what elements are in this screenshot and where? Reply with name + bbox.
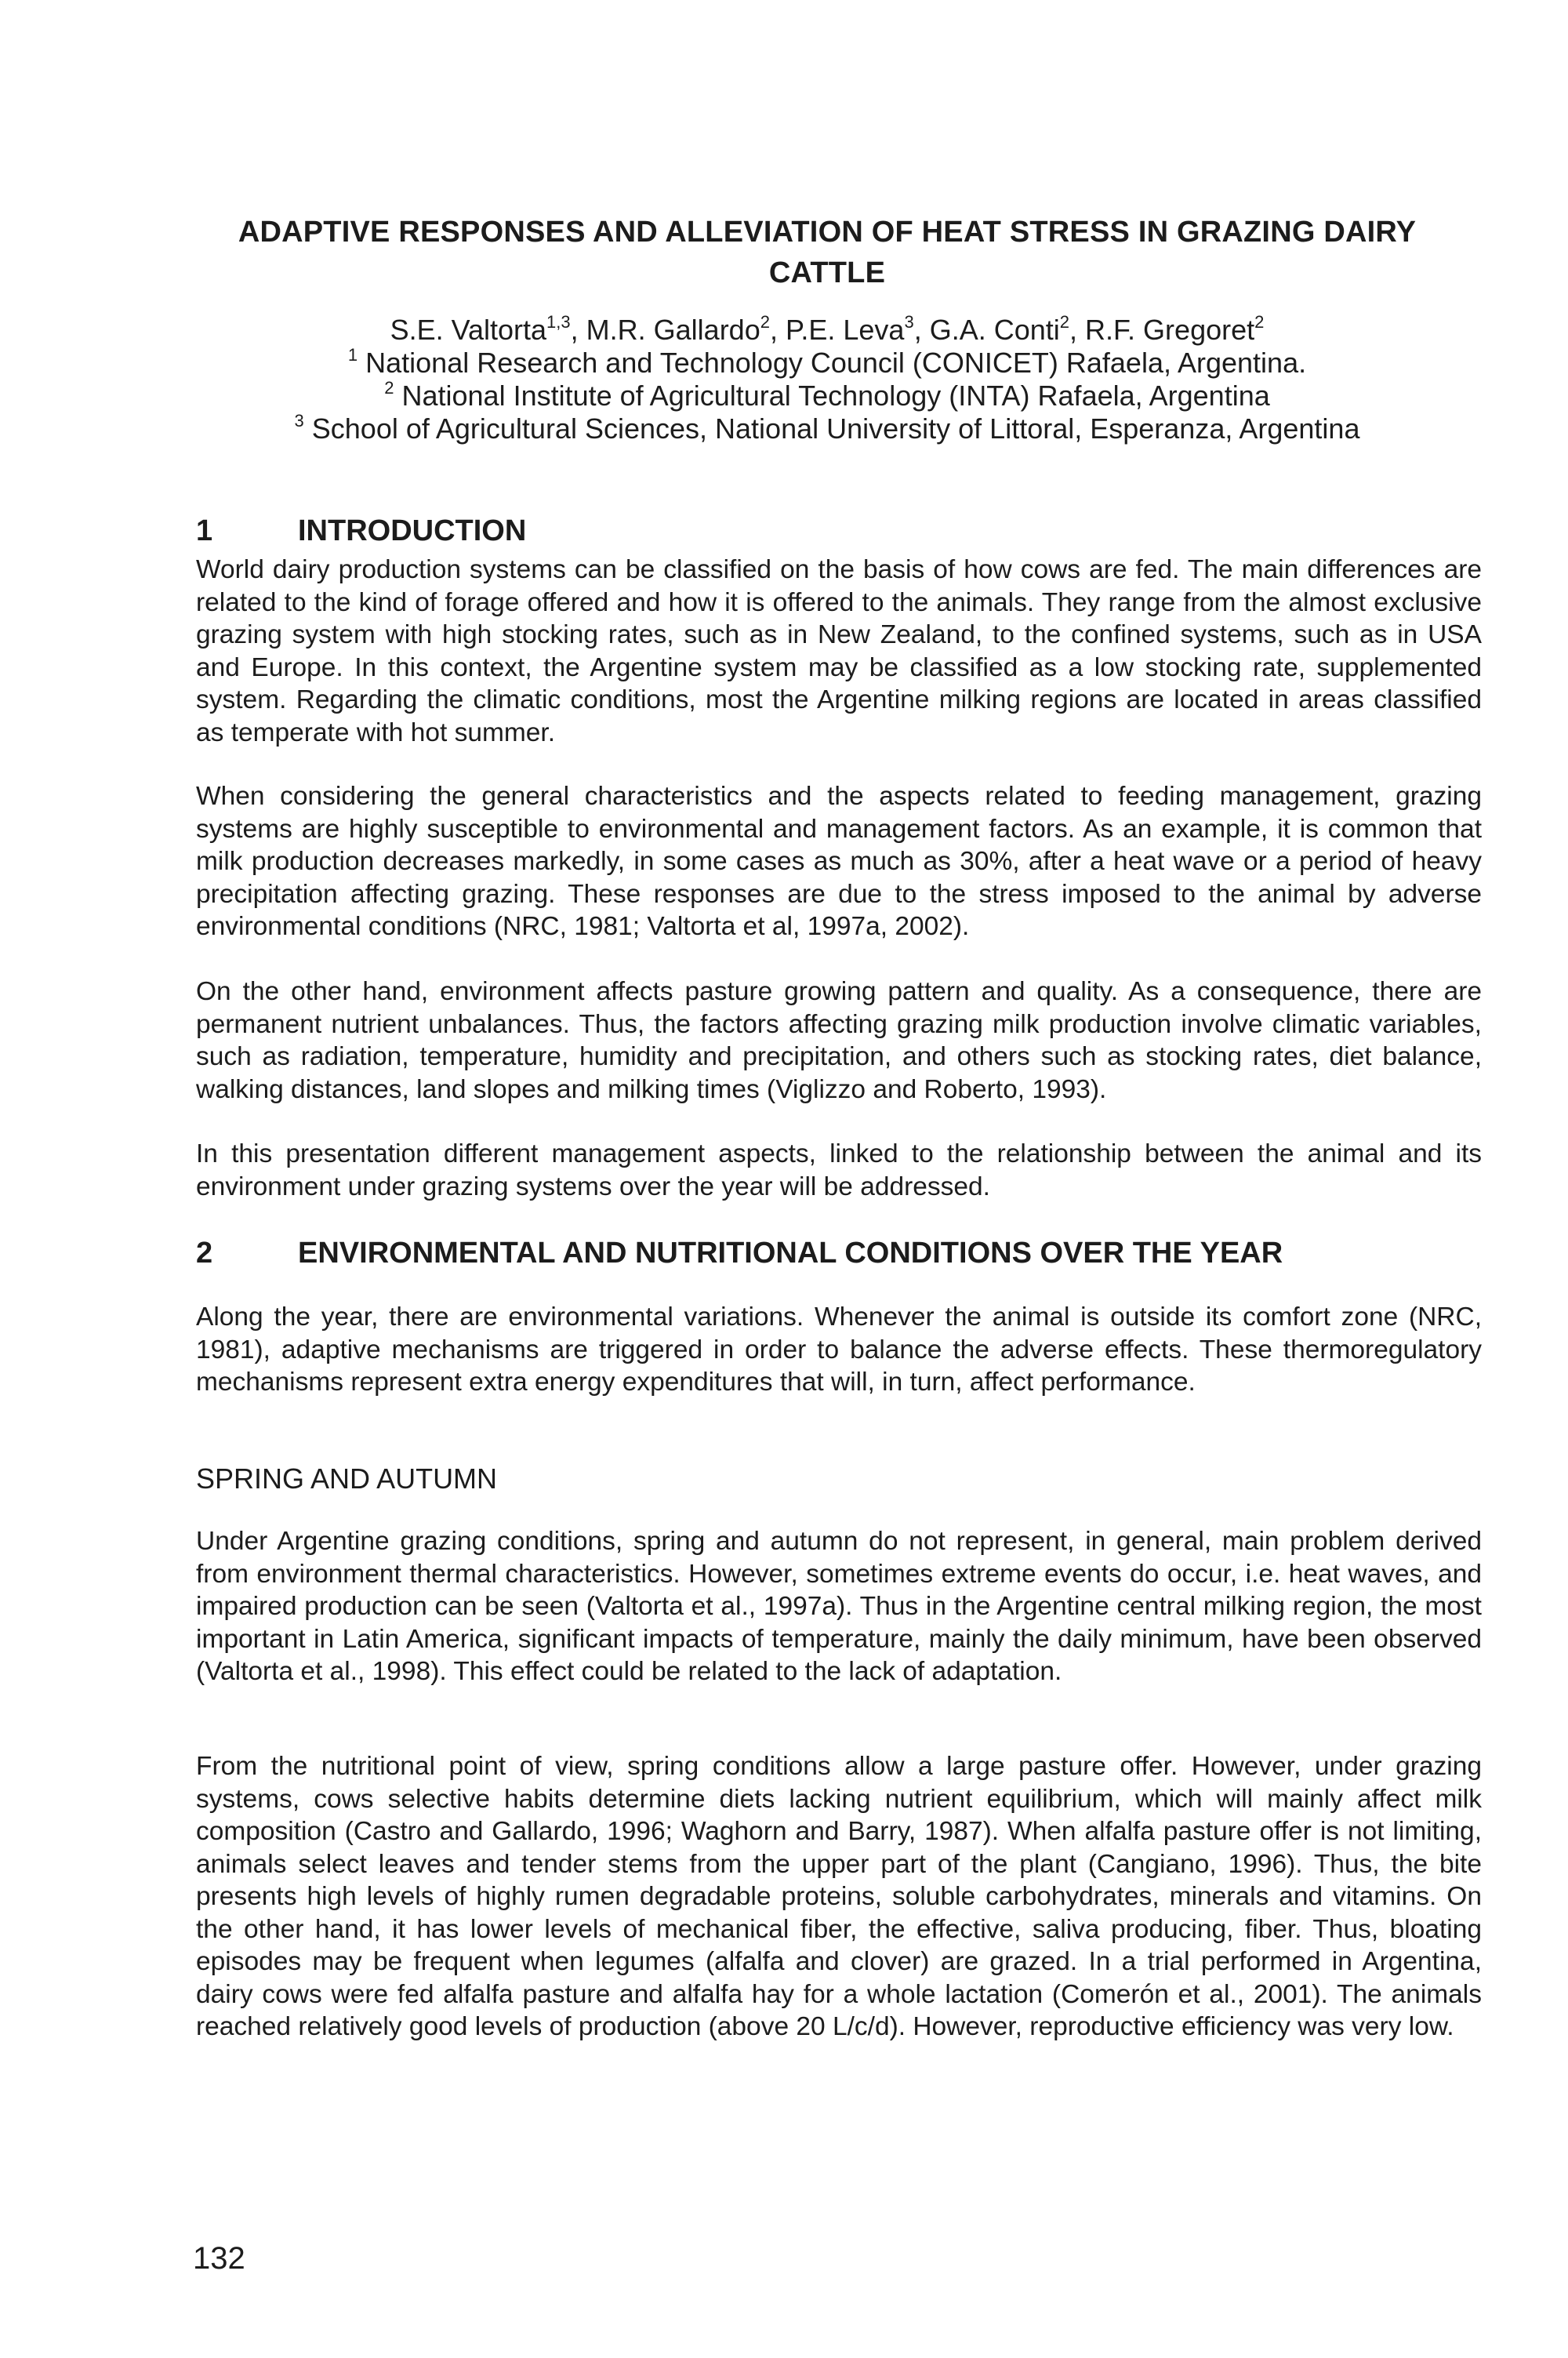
affiliation-text: National Institute of Agricultural Technology (INTA) Rafaela, Argentina — [394, 380, 1270, 412]
author-list — [196, 314, 1458, 347]
paragraph: Along the year, there are environmental variations. Whenever the animal is outside its comfort zone (NRC, 1981), adaptive mechanisms are triggered in order to balance the adverse effects. These thermoregulatory mechanisms represent extra energy expenditures that will, in turn, affect performance. — [196, 1303, 1482, 1397]
author-affiliation-mark: 2 — [1254, 312, 1265, 332]
affiliation-2 — [196, 380, 1458, 412]
section-number: 2 — [196, 1237, 213, 1270]
author-separator: , — [1069, 314, 1086, 346]
affiliation-3 — [196, 412, 1458, 445]
paragraph: Under Argentine grazing conditions, spring and autumn do not represent, in general, main problem derived from environment thermal characteristics. However, sometimes extreme events do occur, i.e. heat waves, and impaired production can be seen (Valtorta et al., 1997a). Thus in the Argentine central milking region, the most important in Latin America, significant impacts of temperature, mainly the daily minimum, have been observed (Valtorta et al., 1998). This effect could be related to the lack of adaptation. — [196, 1527, 1482, 1686]
section-title: INTRODUCTION — [298, 514, 527, 547]
paragraph: In this presentation different management aspects, linked to the relationship between the animal and its environment under grazing systems over the year will be addressed. — [196, 1139, 1482, 1201]
author-affiliation-mark: 1,3 — [546, 312, 571, 332]
affiliation-text: School of Agricultural Sciences, National University of Littoral, Esperanza, Argentina — [303, 412, 1360, 445]
paragraph: On the other hand, environment affects pasture growing pattern and quality. As a consequence, there are permanent nutrient unbalances. Thus, the factors affecting grazing milk production involve climatic variables, such as radiation, temperature, humidity and precipitation, and others such as stocking rates, diet balance, walking distances, land slopes and milking times (Viglizzo and Roberto, 1993). — [196, 977, 1482, 1104]
section-heading-environmental — [196, 1236, 1482, 1270]
author-separator: , — [769, 314, 786, 346]
paragraph: When considering the general characteristics and the aspects related to feeding management, grazing systems are highly susceptible to environmental and management factors. As an example, it is common that milk production decreases markedly, in some cases as much as 30%, after a heat wave or a period of heavy precipitation affecting grazing. These responses are due to the stress imposed to the animal by adverse environmental conditions (NRC, 1981; Valtorta et al, 1997a, 2002). — [196, 782, 1482, 941]
author-name: R.F. Gregoret — [1085, 314, 1255, 346]
author-name: G.A. Conti — [929, 314, 1060, 346]
author-name: S.E. Valtorta — [390, 314, 547, 346]
section-heading-introduction — [196, 514, 1482, 548]
section-title: ENVIRONMENTAL AND NUTRITIONAL CONDITIONS OVER THE YEAR — [298, 1237, 1283, 1270]
author-block — [196, 314, 1458, 445]
section-number: 1 — [196, 514, 213, 547]
affiliation-1 — [196, 347, 1458, 380]
page-number: 132 — [193, 2241, 245, 2276]
paragraph: World dairy production systems can be classified on the basis of how cows are fed. The main differences are related to the kind of forage offered and how it is offered to the animals. They range from the almost exclusive grazing system with high stocking rates, such as in New Zealand, to the confined systems, such as in USA and Europe. In this context, the Argentine system may be classified as a low stocking rate, supplemented system. Regarding the climatic conditions, most the Argentine milking regions are located in areas classified as temperate with hot summer. — [196, 555, 1482, 747]
author-separator: , — [570, 314, 586, 346]
author-affiliation-mark: 2 — [760, 312, 770, 332]
author-name: P.E. Leva — [786, 314, 905, 346]
paragraph: From the nutritional point of view, spring conditions allow a large pasture offer. However, under grazing systems, cows selective habits determine diets lacking nutrient equilibrium, which will mainly affect milk composition (Castro and Gallardo, 1996; Waghorn and Barry, 1987). When alfalfa pasture offer is not limiting, animals select leaves and tender stems from the upper part of the plant (Cangiano, 1996). Thus, the bite presents high levels of highly rumen degradable proteins, soluble carbohydrates, minerals and vitamins. On the other hand, it has lower levels of mechanical fiber, the effective, saliva producing, fiber. Thus, bloating episodes may be frequent when legumes (alfalfa and clover) are grazed. In a trial performed in Argentina, dairy cows were fed alfalfa pasture and alfalfa hay for a whole lactation (Comerón et al., 2001). The animals reached relatively good levels of production (above 20 L/c/d). However, reproductive efficiency was very low. — [196, 1752, 1482, 2041]
author-affiliation-mark: 3 — [904, 312, 914, 332]
subsection-heading: SPRING AND AUTUMN — [196, 1462, 498, 1495]
affiliation-mark: 3 — [294, 411, 304, 431]
paper-title: ADAPTIVE RESPONSES AND ALLEVIATION OF HEAT STRESS IN GRAZING DAIRY CATTLE — [238, 216, 1417, 289]
affiliation-mark: 1 — [347, 345, 358, 365]
author-affiliation-mark: 2 — [1059, 312, 1070, 332]
affiliation-mark: 2 — [384, 378, 394, 398]
author-name: M.R. Gallardo — [586, 314, 760, 346]
author-separator: , — [913, 314, 930, 346]
affiliation-text: National Research and Technology Council (CONICET) Rafaela, Argentina. — [358, 347, 1307, 379]
